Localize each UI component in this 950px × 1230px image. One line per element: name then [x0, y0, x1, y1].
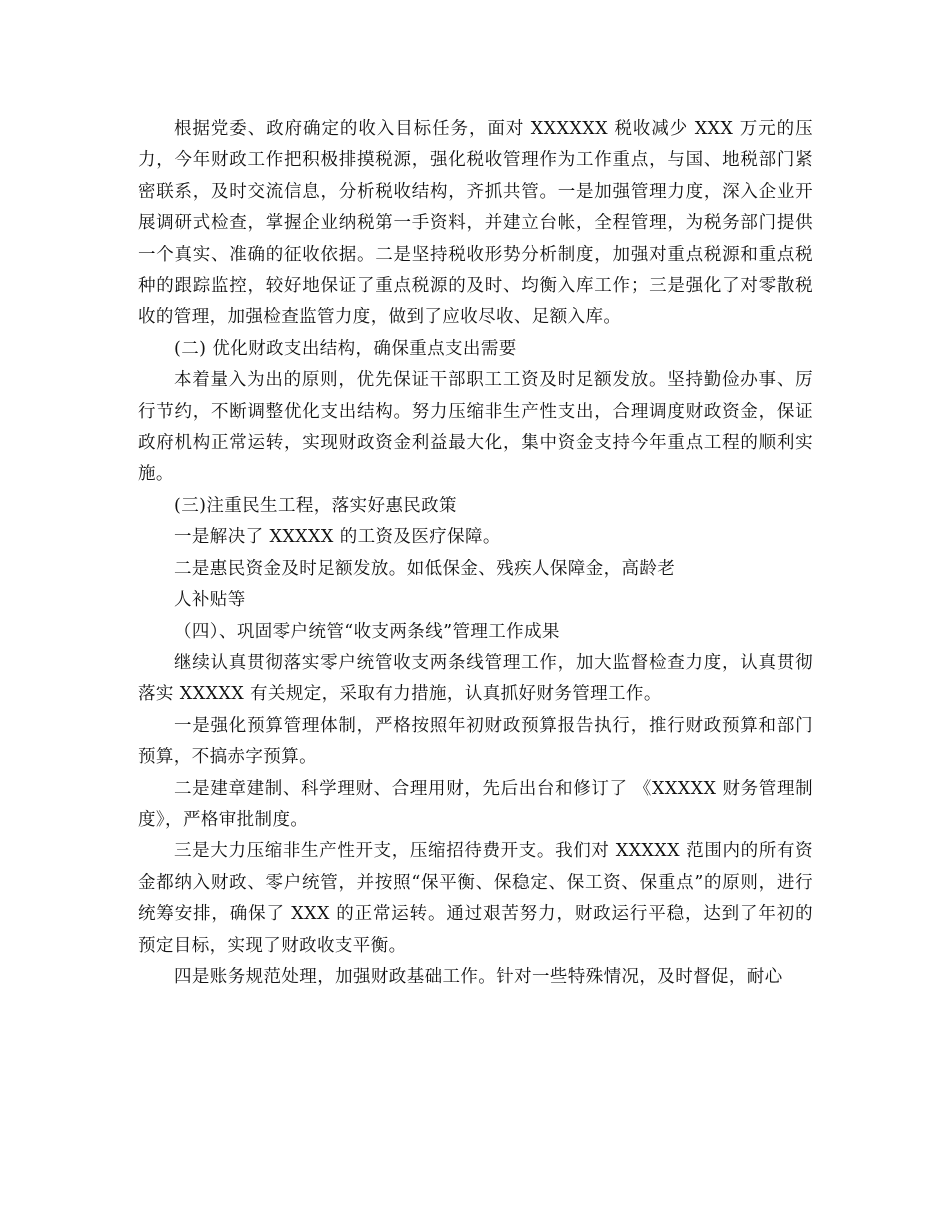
paragraph-tax-revenue: 根据党委、政府确定的收入目标任务，面对 XXXXXX 税收减少 XXX 万元的压力，今年财政工作把积极排摸税源，强化税收管理作为工作重点，与国、地税部门紧密联系，及时交流信息，分析税收结构，齐抓共管。一是加强管理力度，深入企业开展调研式检查，掌握企业纳税第一手资料，并建立台帐，全程管理，为税务部门提供一个真实、准确的征收依据。二是坚持税收形势分析制度，加强对重点税源和重点税种的跟踪监控，较好地保证了重点税源的及时、均衡入库工作；三是强化了对零散税收的管理，加强检查监管力度，做到了应收尽收、足额入库。 [138, 119, 813, 328]
heading-section-4: （四）、巩固零户统管“收支两条线”管理工作成果 [174, 621, 560, 642]
paragraph-regulations: 二是建章建制、科学理财、合理用财，先后出台和修订了 《XXXXX 财务管理制度》，严格审批制度。 [138, 778, 813, 830]
paragraph-livelihood-2: 二是惠民资金及时足额发放。如低保金、残疾人保障金，高龄老 [174, 558, 676, 579]
heading-section-3: (三)注重民生工程，落实好惠民政策 [174, 495, 457, 516]
paragraph-expenditure: 本着量入为出的原则，优先保证干部职工工资及时足额发放。坚持勤俭办事、厉行节约，不断调整优化支出结构。努力压缩非生产性支出，合理调度财政资金，保证政府机构正常运转，实现财政资金利益最大化，集中资金支持今年重点工程的顺利实施。 [138, 370, 813, 485]
paragraph-livelihood-1: 一是解决了 XXXXX 的工资及医疗保障。 [174, 527, 501, 548]
heading-section-2: (二) 优化财政支出结构，确保重点支出需要 [174, 338, 517, 359]
paragraph-accounting: 四是账务规范处理，加强财政基础工作。针对一些特殊情况，及时督促，耐心 [174, 966, 783, 987]
paragraph-livelihood-2-cont: 人补贴等 [174, 590, 246, 611]
paragraph-budget: 一是强化预算管理体制，严格按照年初财政预算报告执行，推行财政预算和部门预算，不搞赤字预算。 [138, 715, 813, 768]
paragraph-management: 继续认真贯彻落实零户统管收支两条线管理工作，加大监督检查力度，认真贯彻落实 XXXXX 有关规定，采取有力措施，认真抓好财务管理工作。 [138, 652, 813, 705]
paragraph-cost-cutting: 三是大力压缩非生产性开支，压缩招待费开支。我们对 XXXXX 范围内的所有资金都纳入财政、零户统管，并按照“保平衡、保稳定、保工资、保重点”的原则，进行统筹安排，确保了 XXX 的正常运转。通过艰苦努力，财政运行平稳，达到了年初的预定目标，实现了财政收支平衡。 [138, 841, 813, 956]
document-body [138, 114, 813, 993]
